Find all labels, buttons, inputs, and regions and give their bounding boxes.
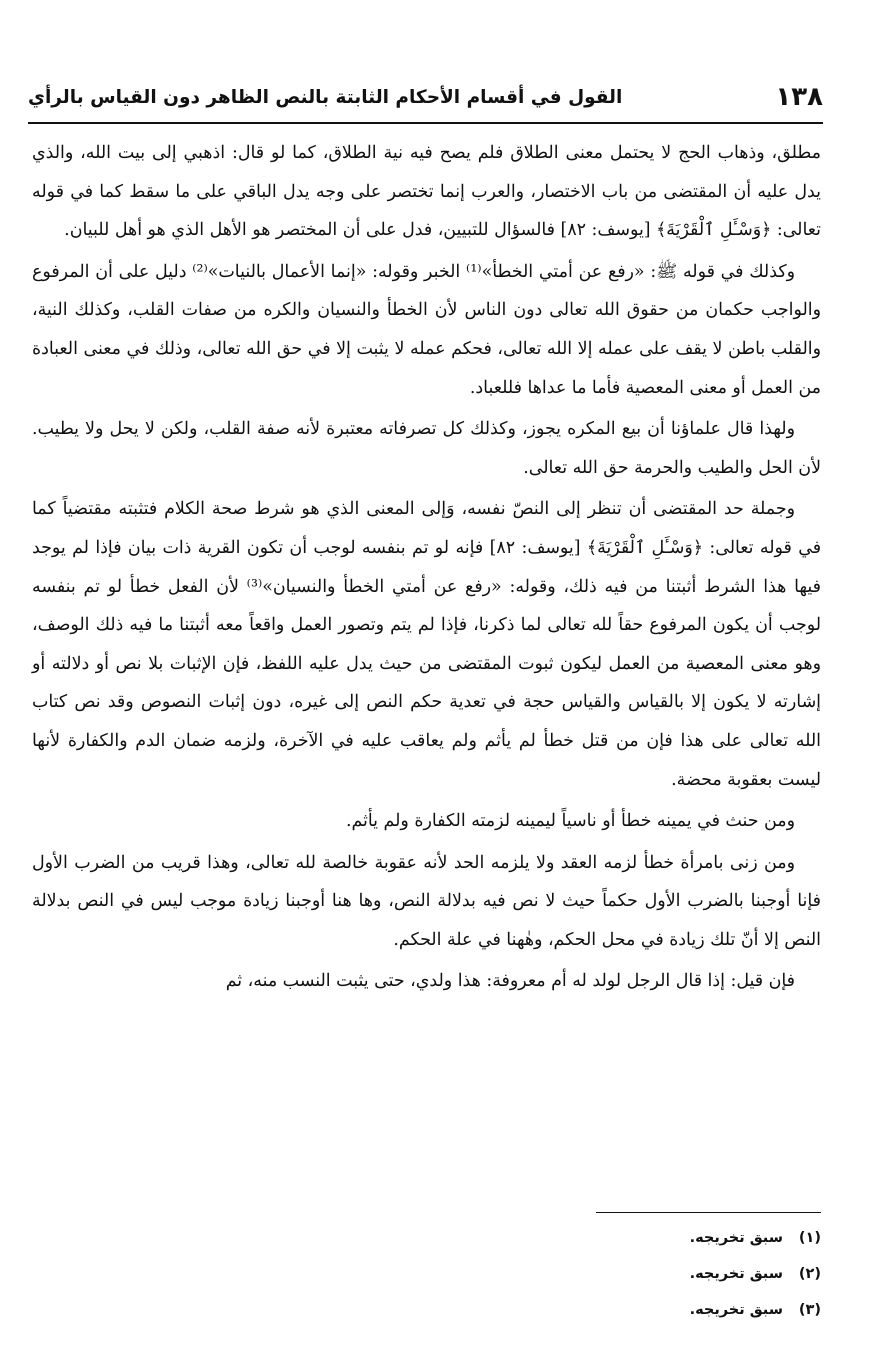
footnotes xyxy=(521,1220,821,1328)
footnote-item xyxy=(521,1220,821,1256)
page-header xyxy=(28,74,823,120)
footnote-item xyxy=(521,1256,821,1292)
running-title: القول في أقسام الأحكام الثابتة بالنص الظاهر دون القياس بالرأي xyxy=(28,86,623,108)
paragraph: وكذلك في قوله ﷺ: «رفع عن أمتي الخطأ»⁽¹⁾ الخبر وقوله: «إنما الأعمال بالنيات»⁽²⁾ دليل على أن المرفوع والواجب حكمان من حقوق الله تعالى دون الناس لأن الخطأ والنسيان والكره من صفات القلب، وكذلك النية، والقلب باطن لا يقف على عمله إلا الله تعالى، فحكم عمله لا يثبت إلا في حق الله تعالى، وذلك في معنى العبادة من العمل أو معنى المعصية فأما ما عداها فللعباد. xyxy=(32,261,821,398)
footnote-item xyxy=(521,1292,821,1328)
paragraph: مطلق، وذهاب الحج لا يحتمل معنى الطلاق فلم يصح فيه نية الطلاق، كما لو قال: اذهبي إلى بيت الله، والذي يدل عليه أن المقتضى من باب الاختصار، والعرب إنما تختصر على وجه يدل الباقي على ما سقط كما في قوله تعالى: ﴿وَسْـَٔلِ ٱلْقَرْيَةَ﴾ [يوسف: ٨٢] فالسؤال للتبيين، فدل على أن المختصر هو الأهل الذي هو أهل للبيان. xyxy=(32,143,821,241)
paragraph: ولهذا قال علماؤنا أن بيع المكره يجوز، وكذلك كل تصرفاته معتبرة لأنه صفة القلب، ولكن لا يحل ولا يطيب. لأن الحل والطيب والحرمة حق الله تعالى. xyxy=(32,419,821,478)
footnote-number: (١) xyxy=(798,1230,821,1246)
footnote-text: سبق تخريجه. xyxy=(689,1302,783,1318)
paragraph: وجملة حد المقتضى أن تنظر إلى النصّ نفسه، وَإلى المعنى الذي هو شرط صحة الكلام فتثبته مقتضياً كما في قوله تعالى: ﴿وَسْـَٔلِ ٱلْقَرْيَةَ﴾ [يوسف: ٨٢] فإنه لو تم بنفسه لوجب أن تكون القرية ذات بيان فإذا لم يوجد فيها هذا الشرط أثبتنا من فيه ذلك، وقوله: «رفع عن أمتي الخطأ والنسيان»⁽³⁾ لأن الفعل خطأ لو تم بنفسه لوجب أن يكون المرفوع حقاً لله تعالى لما ذكرنا، فإذا لم يتم وتصور العمل واقعاً معه أثبتنا ما فيه ذلك الوصف، وهو معنى المعصية من العمل ليكون ثبوت المقتضى من حيث يدل عليه اللفظ، فإن الإثبات بلا نص أو دلالته أو إشارته لا يكون إلا بالقياس والقياس حجة في تعدية حكم النص إلى غيره، دون إثبات النصوص وقد نص كتاب الله تعالى على هذا فإن من قتل خطأ لم يأثم ولم يعاقب عليه في الآخرة، ولزمه ضمان الدم والكفارة لأنها ليست بعقوبة محضة. xyxy=(32,499,822,790)
body-text xyxy=(32,134,821,1004)
footnote-number: (٢) xyxy=(798,1266,821,1282)
page-number: ١٣٨ xyxy=(775,82,823,112)
paragraph: ومن زنى بامرأة خطأ لزمه العقد ولا يلزمه الحد لأنه عقوبة خالصة لله تعالى، وهذا قريب من الضرب الأول فإنا أوجبنا بالضرب الأول حكماً حيث لا نص فيه بدلالة النص، وها هنا أوجبنا زيادة موجب ليس في النص بدلالة النص إلا أنّ تلك زيادة في محل الحكم، وهٰهنا في علة الحكم. xyxy=(32,852,821,950)
paragraph: ومن حنث في يمينه خطأ أو ناسياً ليمينه لزمته الكفارة ولم يأثم. xyxy=(345,811,795,832)
footnote-number: (٣) xyxy=(798,1302,821,1318)
footnote-text: سبق تخريجه. xyxy=(689,1266,783,1282)
footnote-divider xyxy=(596,1212,821,1213)
header-divider xyxy=(28,122,823,124)
paragraph: فإن قيل: إذا قال الرجل لولد له أم معروفة: هذا ولدي، حتى يثبت النسب منه، ثم xyxy=(225,971,795,992)
footnote-text: سبق تخريجه. xyxy=(689,1230,783,1246)
